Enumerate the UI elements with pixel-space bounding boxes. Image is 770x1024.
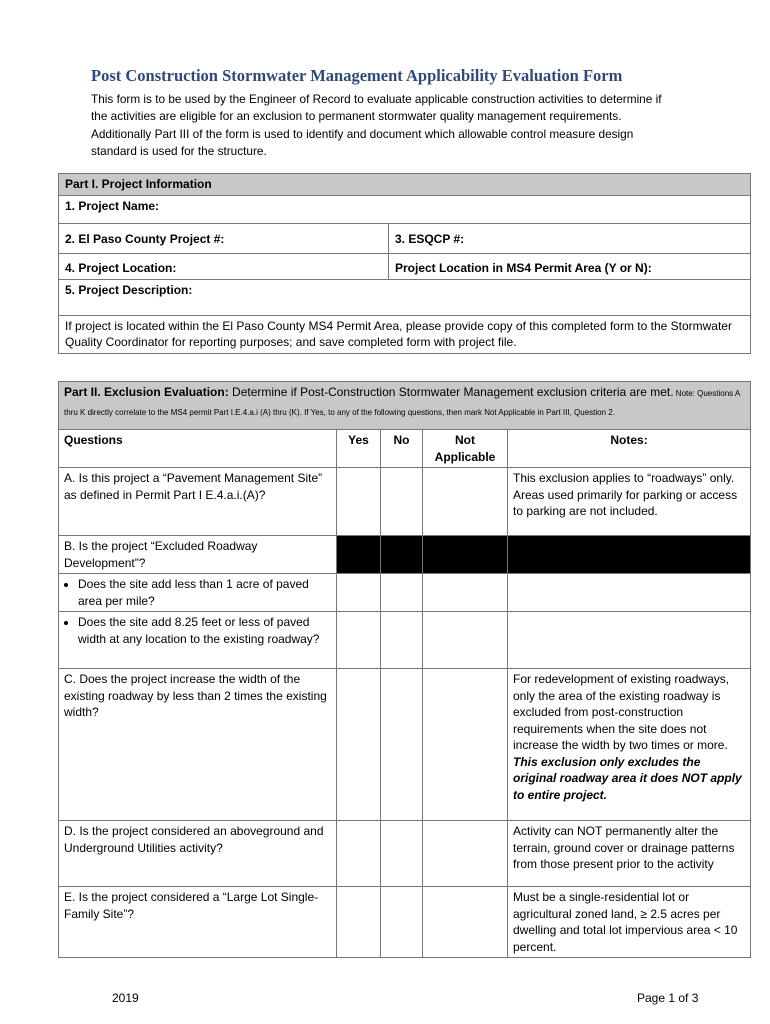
part2-header-label: Part II. Exclusion Evaluation: <box>64 385 229 399</box>
answer-na-d[interactable] <box>423 821 508 887</box>
answer-no-b2[interactable] <box>381 612 423 669</box>
county-project-number-field[interactable]: 2. El Paso County Project #: <box>59 223 389 253</box>
part2-header-note: Note: Questions A thru K directly correlate to the MS4 permit Part I.E.4.a.i (A) thru (K). If Yes, to any of the following questions, then mark Not Applicable in Part III, Question 2. <box>64 389 740 417</box>
answer-yes-d[interactable] <box>337 821 381 887</box>
answer-yes-b-blocked <box>337 536 381 574</box>
part1-header: Part I. Project Information <box>59 174 751 196</box>
answer-yes-b2[interactable] <box>337 612 381 669</box>
note-c <box>508 669 751 821</box>
note-a: This exclusion applies to “roadways” only. Areas used primarily for parking or access to parking are not included. <box>508 468 751 536</box>
question-b2 <box>59 612 337 669</box>
question-b2-text: • Does the site add 8.25 feet or less of paved width at any location to the existing roadway? <box>78 614 331 647</box>
question-row-b1 <box>59 574 751 612</box>
question-row-b <box>59 536 751 574</box>
project-location-field[interactable]: 4. Project Location: <box>59 253 389 279</box>
footer-page-number: Page 1 of 3 <box>637 991 699 1005</box>
esqcp-number-field[interactable]: 3. ESQCP #: <box>389 223 751 253</box>
col-not-applicable: Not Applicable <box>423 430 508 468</box>
part1-project-information-table <box>58 173 751 354</box>
project-name-field[interactable]: 1. Project Name: <box>59 195 751 223</box>
question-e: E. Is the project considered a “Large Lot Single-Family Site”? <box>59 887 337 958</box>
col-questions: Questions <box>59 430 337 468</box>
question-row-c <box>59 669 751 821</box>
answer-na-b1[interactable] <box>423 574 508 612</box>
intro-line: the activities are eligible for an exclusion to permanent stormwater quality management requirements. <box>91 109 622 124</box>
note-b-blocked <box>508 536 751 574</box>
part2-exclusion-evaluation-table <box>58 381 751 958</box>
answer-no-a[interactable] <box>381 468 423 536</box>
ms4-permit-area-field[interactable]: Project Location in MS4 Permit Area (Y or N): <box>389 253 751 279</box>
answer-na-a[interactable] <box>423 468 508 536</box>
answer-yes-e[interactable] <box>337 887 381 958</box>
answer-yes-c[interactable] <box>337 669 381 821</box>
footer-year: 2019 <box>112 991 139 1005</box>
note-b2 <box>508 612 751 669</box>
note-d: Activity can NOT permanently alter the terrain, ground cover or drainage patterns from those present prior to the activity <box>508 821 751 887</box>
intro-paragraph <box>91 91 731 160</box>
intro-line: standard is used for the structure. <box>91 143 267 158</box>
answer-no-b-blocked <box>381 536 423 574</box>
intro-line: This form is to be used by the Engineer of Record to evaluate applicable construction activities to determine if <box>91 92 662 106</box>
question-row-e <box>59 887 751 958</box>
question-b: B. Is the project “Excluded Roadway Development”? <box>59 536 337 574</box>
answer-no-e[interactable] <box>381 887 423 958</box>
intro-line: Additionally Part III of the form is used to identify and document which allowable control measure design <box>91 126 634 141</box>
submission-note: If project is located within the El Paso County MS4 Permit Area, please provide copy of this completed form to the Stormwater Quality Coordinator for reporting purposes; and save completed form with project file. <box>59 315 751 353</box>
question-d: D. Is the project considered an aboveground and Underground Utilities activity? <box>59 821 337 887</box>
question-row-a <box>59 468 751 536</box>
answer-yes-a[interactable] <box>337 468 381 536</box>
answer-no-c[interactable] <box>381 669 423 821</box>
col-yes: Yes <box>337 430 381 468</box>
answer-yes-b1[interactable] <box>337 574 381 612</box>
answer-na-e[interactable] <box>423 887 508 958</box>
question-row-d <box>59 821 751 887</box>
answer-na-b2[interactable] <box>423 612 508 669</box>
answer-na-c[interactable] <box>423 669 508 821</box>
part2-header-text: Determine if Post-Construction Stormwater Management exclusion criteria are met. <box>228 385 674 399</box>
question-row-b2 <box>59 612 751 669</box>
question-c: C. Does the project increase the width of the existing roadway by less than 2 times the existing width? <box>59 669 337 821</box>
project-description-field[interactable]: 5. Project Description: <box>59 279 751 315</box>
answer-no-b1[interactable] <box>381 574 423 612</box>
col-no: No <box>381 430 423 468</box>
answer-na-b-blocked <box>423 536 508 574</box>
answer-no-d[interactable] <box>381 821 423 887</box>
part2-header <box>59 382 751 430</box>
note-c-text: For redevelopment of existing roadways, only the area of the existing roadway is excluded from post-construction requirements when the site does not increase the width by two times or more. <box>513 672 730 752</box>
question-b1 <box>59 574 337 612</box>
form-title: Post Construction Stormwater Management Applicability Evaluation Form <box>91 66 623 85</box>
question-b1-text: • Does the site add less than 1 acre of paved area per mile? <box>78 576 331 609</box>
question-a: A. Is this project a “Pavement Management Site” as defined in Permit Part I E.4.a.i.(A)? <box>59 468 337 536</box>
col-notes: Notes: <box>508 430 751 468</box>
note-e: Must be a single-residential lot or agricultural zoned land, ≥ 2.5 acres per dwelling and total lot impervious area < 10 percent. <box>508 887 751 958</box>
note-c-emphasis: This exclusion only excludes the original roadway area it does NOT apply to entire project. <box>513 754 742 802</box>
note-b1 <box>508 574 751 612</box>
